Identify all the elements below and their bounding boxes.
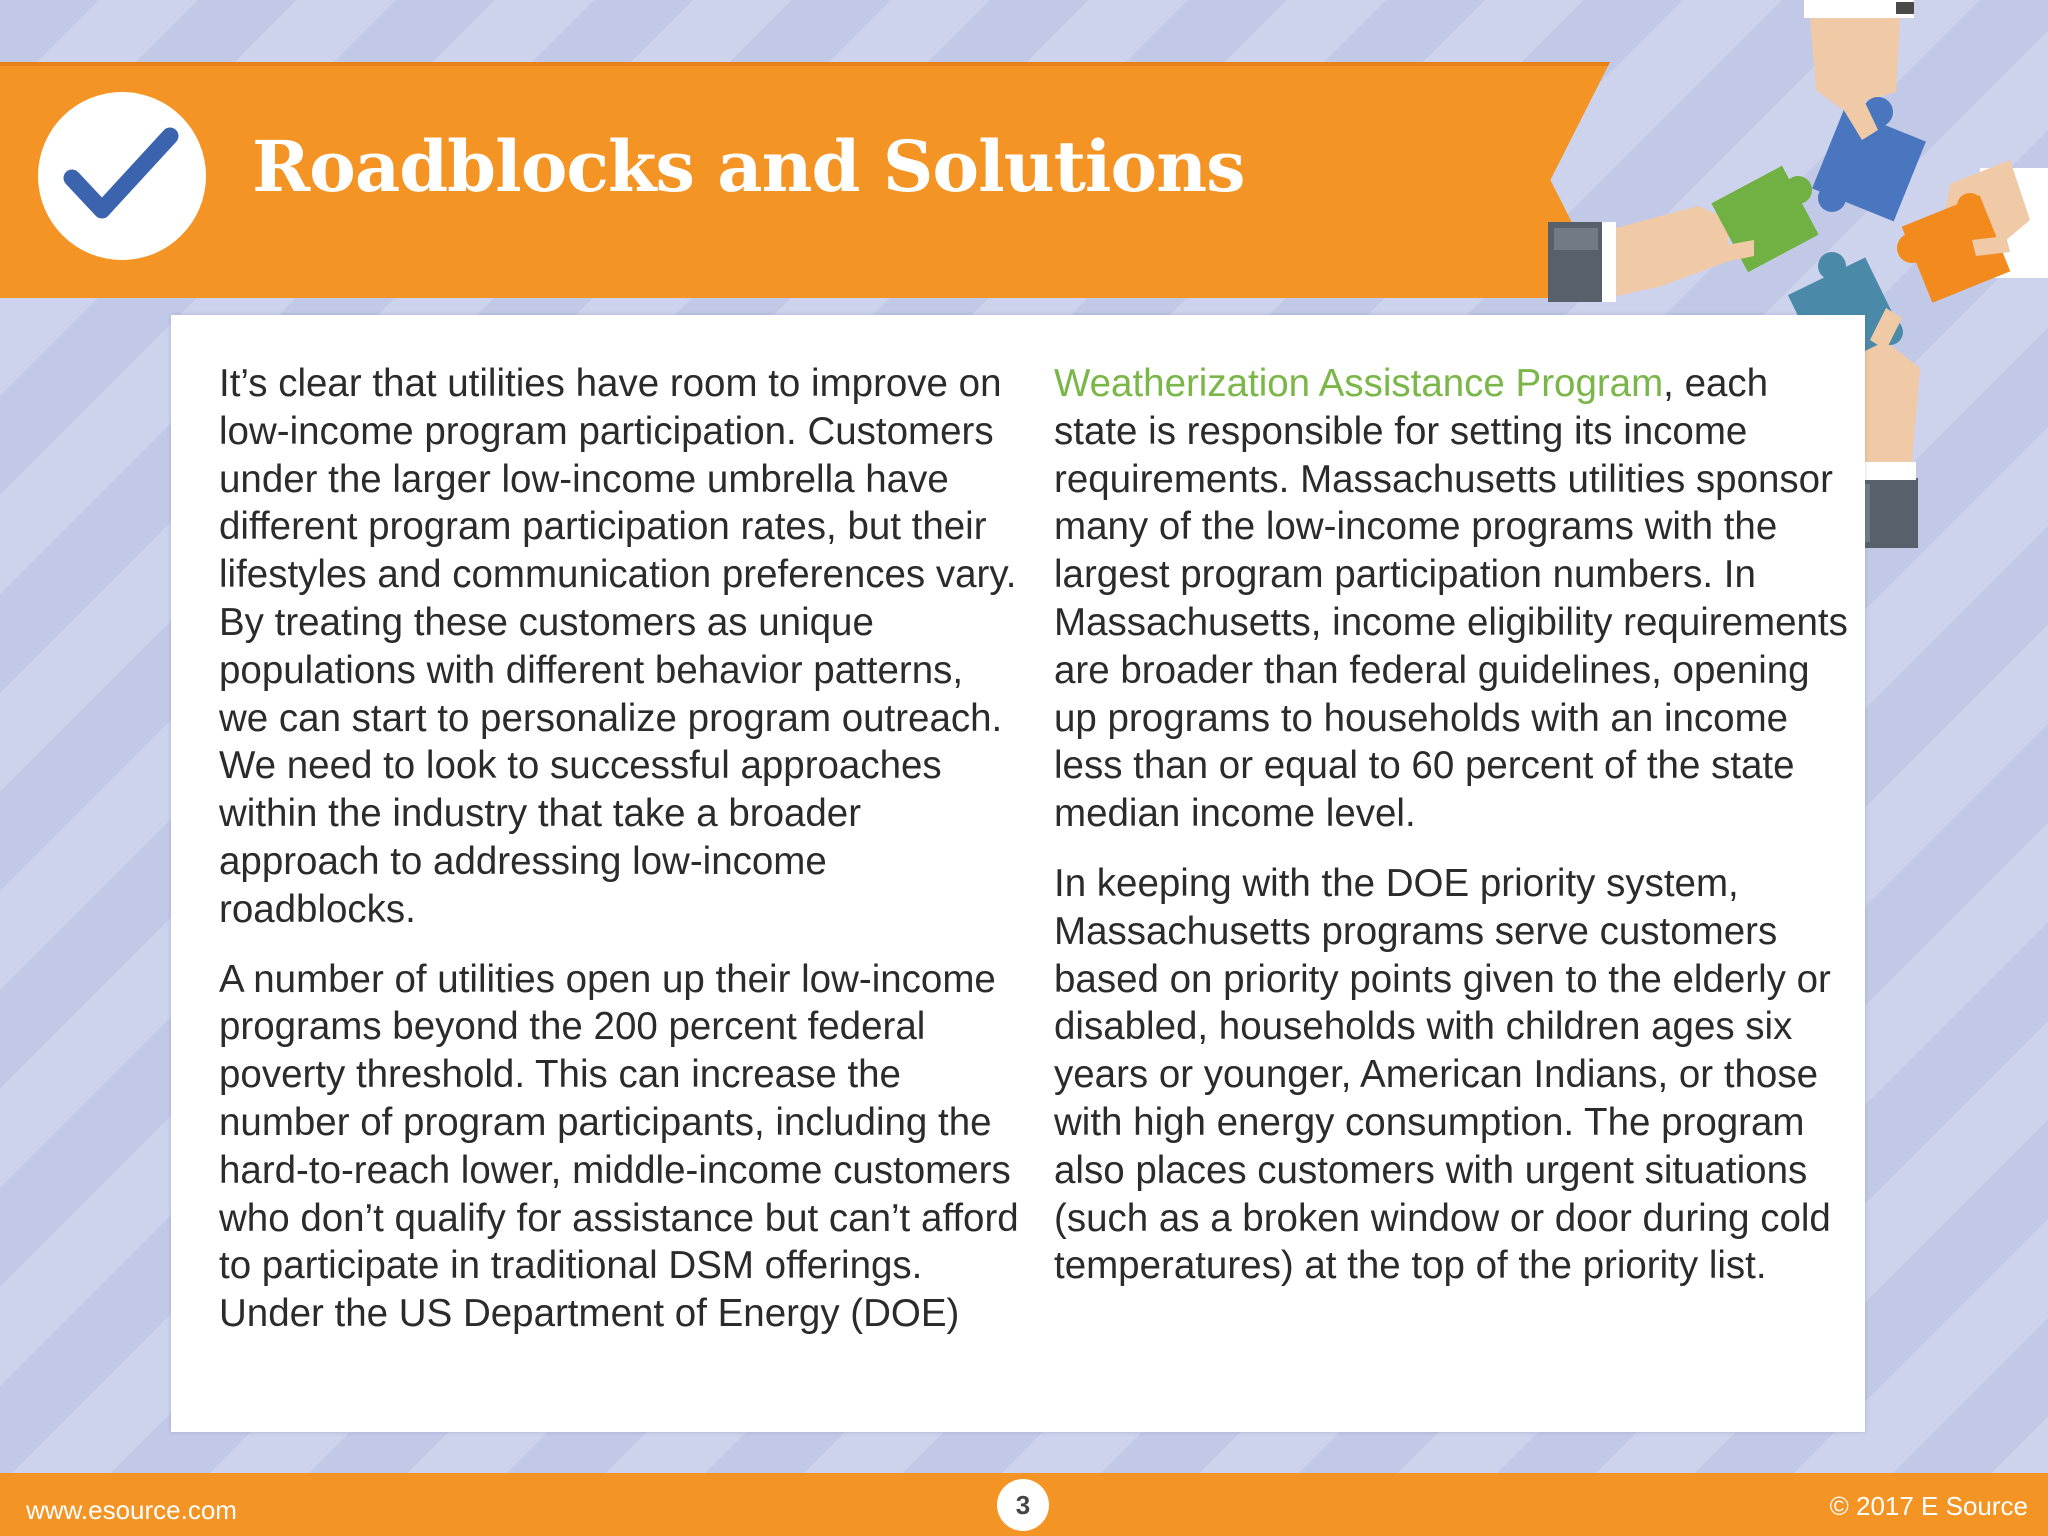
top-hand — [1810, 18, 1900, 108]
right-paragraph-1 — [1054, 360, 1854, 838]
right-paragraph-2: In keeping with the DOE priority system, Massachusetts programs serve customers based on priority points given to the elderly or disabled, households with children ages six years or younger, American Indians, or those with high energy consumption. The program also places customers with urgent situations (such as a broken window or door during cold temperatures) at the top of the priority list. — [1054, 861, 1831, 1288]
left-paragraph-1: It’s clear that utilities have room to improve on low-income program participation. Customers under the larger low-income umbrella have different program participation rates, but their lifestyles and communication preferences vary. By treating these customers as unique populations with different behavior patterns, we can start to personalize program outreach. We need to look to successful approaches within the industry that take a broader approach to addressing low-income roadblocks. — [219, 362, 1017, 931]
check-badge — [38, 92, 206, 260]
checkmark-icon — [38, 92, 206, 260]
footer-website-link[interactable]: www.esource.com — [26, 1495, 237, 1525]
weatherization-program-link[interactable]: Weatherization Assistance Program — [1054, 362, 1664, 405]
footer-copyright: © 2017 E Source — [1829, 1491, 2028, 1521]
right-column — [1054, 360, 1854, 1312]
left-column — [219, 360, 1019, 1360]
page-title: Roadblocks and Solutions — [252, 125, 1245, 208]
right-paragraph-1-text: , each state is responsible for setting its income requirements. Massachusetts utilities sponsor many of the low-income programs with the largest program participation numbers. In Massachusetts, income eligibility requirements are broader than federal guidelines, opening up programs to households with an income less than or equal to 60 percent of the state median income level. — [1054, 362, 1848, 836]
content-panel — [171, 315, 1865, 1432]
left-paragraph-2: A number of utilities open up their low-income programs beyond the 200 percent federal poverty threshold. This can increase the number of program participants, including the hard-to-reach lower, middle-income customers who don’t qualify for assistance but can’t afford to participate in traditional DSM offerings. Under the US Department of Energy (DOE) — [219, 957, 1019, 1336]
page-number: 3 — [997, 1479, 1049, 1531]
